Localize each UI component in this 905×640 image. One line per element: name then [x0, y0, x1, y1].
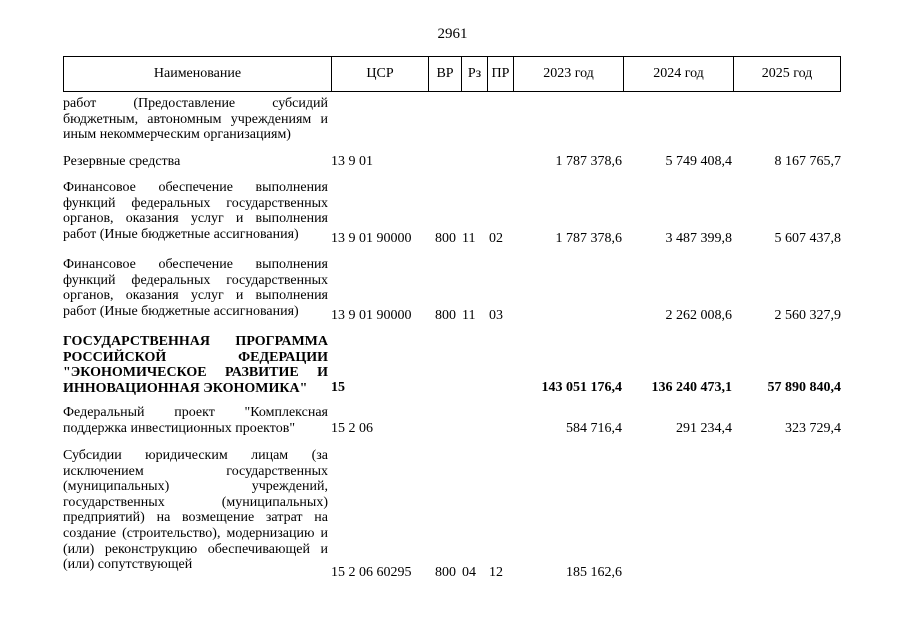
row-2025: 323 729,4 [785, 421, 841, 436]
row-2023: 1 787 378,6 [555, 154, 622, 169]
row-2024: 2 262 008,6 [665, 308, 732, 323]
row-csr: 13 9 01 [331, 154, 373, 169]
row-2023: 143 051 176,4 [541, 380, 622, 395]
header-vr: ВР [429, 57, 462, 91]
row-rz: 04 [462, 565, 476, 580]
table-header [63, 56, 841, 92]
row-name: ГОСУДАРСТВЕННАЯ ПРОГРАММА РОССИЙСКОЙ ФЕДЕРАЦИИ "ЭКОНОМИЧЕСКОЕ РАЗВИТИЕ И ИННОВАЦИОННАЯ ЭКОНОМИКА" [63, 334, 328, 396]
header-rz: Рз [462, 57, 488, 91]
row-2023: 185 162,6 [566, 565, 622, 580]
header-2023: 2023 год [514, 57, 624, 91]
row-2025: 57 890 840,4 [767, 380, 841, 395]
row-csr: 13 9 01 90000 [331, 231, 412, 246]
row-name: Федеральный проект "Комплексная поддержка инвестиционных проектов" [63, 405, 328, 436]
header-2024: 2024 год [624, 57, 734, 91]
row-vr: 800 [435, 308, 456, 323]
row-2024: 3 487 399,8 [665, 231, 732, 246]
row-vr: 800 [435, 231, 456, 246]
row-2025: 2 560 327,9 [774, 308, 841, 323]
header-2025: 2025 год [761, 66, 813, 81]
row-rz: 11 [462, 231, 476, 246]
row-csr: 13 9 01 90000 [331, 308, 412, 323]
row-pr: 03 [489, 308, 503, 323]
row-2024: 291 234,4 [676, 421, 732, 436]
header-csr: ЦСР [332, 57, 429, 91]
row-name: Финансовое обеспечение выполнения функций федеральных государственных органов, оказания услуг и выполнения работ (Иные бюджетные ассигнования) [63, 257, 328, 319]
page-number: 2961 [437, 26, 468, 42]
row-2025: 5 607 437,8 [774, 231, 841, 246]
row-name: Резервные средства [63, 154, 181, 169]
row-2024: 136 240 473,1 [651, 380, 732, 395]
row-2023: 1 787 378,6 [555, 231, 622, 246]
row-2025: 8 167 765,7 [774, 154, 841, 169]
header-name: Наименование [64, 57, 332, 91]
row-csr: 15 2 06 [331, 421, 373, 436]
row-pr: 12 [489, 565, 503, 580]
row-name: работ (Предоставление субсидий бюджетным, автономным учреждениям и иным некоммерческим организациям) [63, 96, 328, 143]
row-2024: 5 749 408,4 [665, 154, 732, 169]
row-2023: 584 716,4 [566, 421, 622, 436]
row-name: Финансовое обеспечение выполнения функций федеральных государственных органов, оказания услуг и выполнения работ (Иные бюджетные ассигнования) [63, 180, 328, 242]
row-csr: 15 2 06 60295 [331, 565, 412, 580]
row-name: Субсидии юридическим лицам (за исключением государственных (муниципальных) учреждений, государственных (муниципальных) предприятий) на возмещение затрат на создание (строительство), модернизацию и (или) реконструкцию обеспечивающей и (или) сопутствующей [63, 448, 328, 573]
row-csr: 15 [331, 380, 345, 395]
row-pr: 02 [489, 231, 503, 246]
row-vr: 800 [435, 565, 456, 580]
header-pr: ПР [488, 57, 514, 91]
row-rz: 11 [462, 308, 476, 323]
